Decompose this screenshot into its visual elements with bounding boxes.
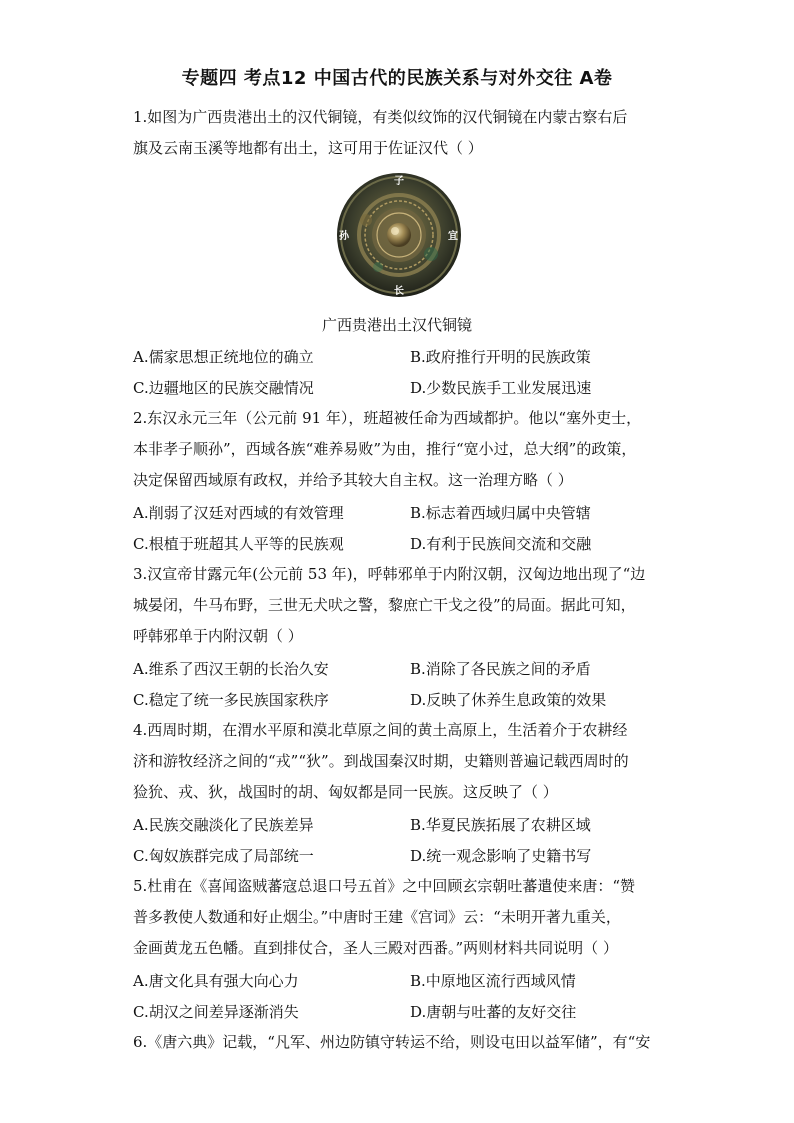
mirror-char-left: 孙 — [339, 231, 349, 242]
question-4-line-3: 猃狁、戎、狄，战国时的胡、匈奴都是同一民族。这反映了（ ） — [133, 783, 558, 801]
question-3-line-3: 呼韩邪单于内附汉朝（ ） — [133, 627, 303, 645]
question-4-option-c[interactable]: C.匈奴族群完成了局部统一 — [133, 847, 314, 865]
figure-caption: 广西贵港出土汉代铜镜 — [321, 316, 472, 334]
question-2-option-a[interactable]: A.削弱了汉廷对西域的有效管理 — [133, 504, 344, 522]
question-3-option-a[interactable]: A.维系了西汉王朝的长治久安 — [133, 660, 329, 678]
question-4-stem — [133, 715, 663, 808]
question-1-line-2: 旗及云南玉溪等地都有出土，这可用于佐证汉代（ ） — [133, 139, 483, 157]
bronze-mirror-image — [336, 172, 462, 298]
question-4-option-b[interactable]: B.华夏民族拓展了农耕区域 — [410, 816, 591, 834]
question-5-option-a[interactable]: A.唐文化具有强大向心力 — [133, 972, 299, 990]
question-3-option-d[interactable]: D.反映了休养生息政策的效果 — [410, 691, 607, 709]
question-5-option-b[interactable]: B.中原地区流行西域风情 — [410, 972, 576, 990]
question-1-option-a[interactable]: A.儒家思想正统地位的确立 — [133, 348, 314, 366]
question-1-line-1: 1.如图为广西贵港出土的汉代铜镜，有类似纹饰的汉代铜镜在内蒙古察右后 — [133, 108, 628, 126]
question-5-line-1: 5.杜甫在《喜闻盗贼蕃寇总退口号五首》之中回顾玄宗朝吐蕃遣使来唐：“赞 — [133, 877, 635, 895]
question-1-option-c[interactable]: C.边疆地区的民族交融情况 — [133, 379, 314, 397]
question-3-stem — [133, 559, 663, 652]
question-2-option-b[interactable]: B.标志着西域归属中央管辖 — [410, 504, 591, 522]
question-2-line-1: 2.东汉永元三年（公元前 91 年），班超被任命为西域都护。他以“塞外吏士， — [133, 409, 642, 427]
mirror-char-bottom: 长 — [394, 286, 404, 297]
question-4-line-2: 济和游牧经济之间的“戎”“狄”。到战国秦汉时期，史籍则普遍记载西周时的 — [133, 752, 629, 770]
question-6-line-1: 6.《唐六典》记载，“凡军、州边防镇守转运不给，则设屯田以益军储”，有“安 — [133, 1033, 651, 1051]
question-5-line-2: 普多教使人数通和好止烟尘。”中唐时王建《宫词》云：“未明开著九重关， — [133, 908, 621, 926]
question-2-stem — [133, 403, 663, 496]
question-1-stem — [133, 102, 663, 164]
question-3-line-1: 3.汉宣帝甘露元年(公元前 53 年)，呼韩邪单于内附汉朝，汉匈边地出现了“边 — [133, 565, 646, 583]
page-title: 专题四 考点12 中国古代的民族关系与对外交往 A卷 — [181, 68, 613, 89]
question-2-option-d[interactable]: D.有利于民族间交流和交融 — [410, 535, 592, 553]
question-5-option-d[interactable]: D.唐朝与吐蕃的友好交往 — [410, 1003, 577, 1021]
question-4-option-d[interactable]: D.统一观念影响了史籍书写 — [410, 847, 592, 865]
question-5-line-3: 金画黄龙五色幡。直到排仗合，圣人三殿对西番。”两则材料共同说明（ ） — [133, 939, 618, 957]
question-3-line-2: 城晏闭，牛马布野，三世无犬吠之警，黎庶亡干戈之役”的局面。据此可知， — [133, 596, 636, 614]
question-2-line-3: 决定保留西域原有政权，并给予其较大自主权。这一治理方略（ ） — [133, 471, 573, 489]
question-2-option-c[interactable]: C.根植于班超其人平等的民族观 — [133, 535, 344, 553]
question-1-option-b[interactable]: B.政府推行开明的民族政策 — [410, 348, 591, 366]
question-5-stem — [133, 871, 663, 964]
question-4-option-a[interactable]: A.民族交融淡化了民族差异 — [133, 816, 314, 834]
question-2-line-2: 本非孝子顺孙”，西域各族“难养易败”为由，推行“宽小过，总大纲”的政策， — [133, 440, 637, 458]
mirror-char-right: 宜 — [448, 231, 458, 242]
question-6-stem — [133, 1027, 663, 1058]
question-3-option-b[interactable]: B.消除了各民族之间的矛盾 — [410, 660, 591, 678]
question-4-line-1: 4.西周时期，在渭水平原和漠北草原之间的黄土高原上，生活着介于农耕经 — [133, 721, 628, 739]
mirror-char-top: 子 — [394, 176, 404, 187]
question-1-option-d[interactable]: D.少数民族手工业发展迅速 — [410, 379, 592, 397]
question-5-option-c[interactable]: C.胡汉之间差异逐渐消失 — [133, 1003, 299, 1021]
question-3-option-c[interactable]: C.稳定了统一多民族国家秩序 — [133, 691, 329, 709]
